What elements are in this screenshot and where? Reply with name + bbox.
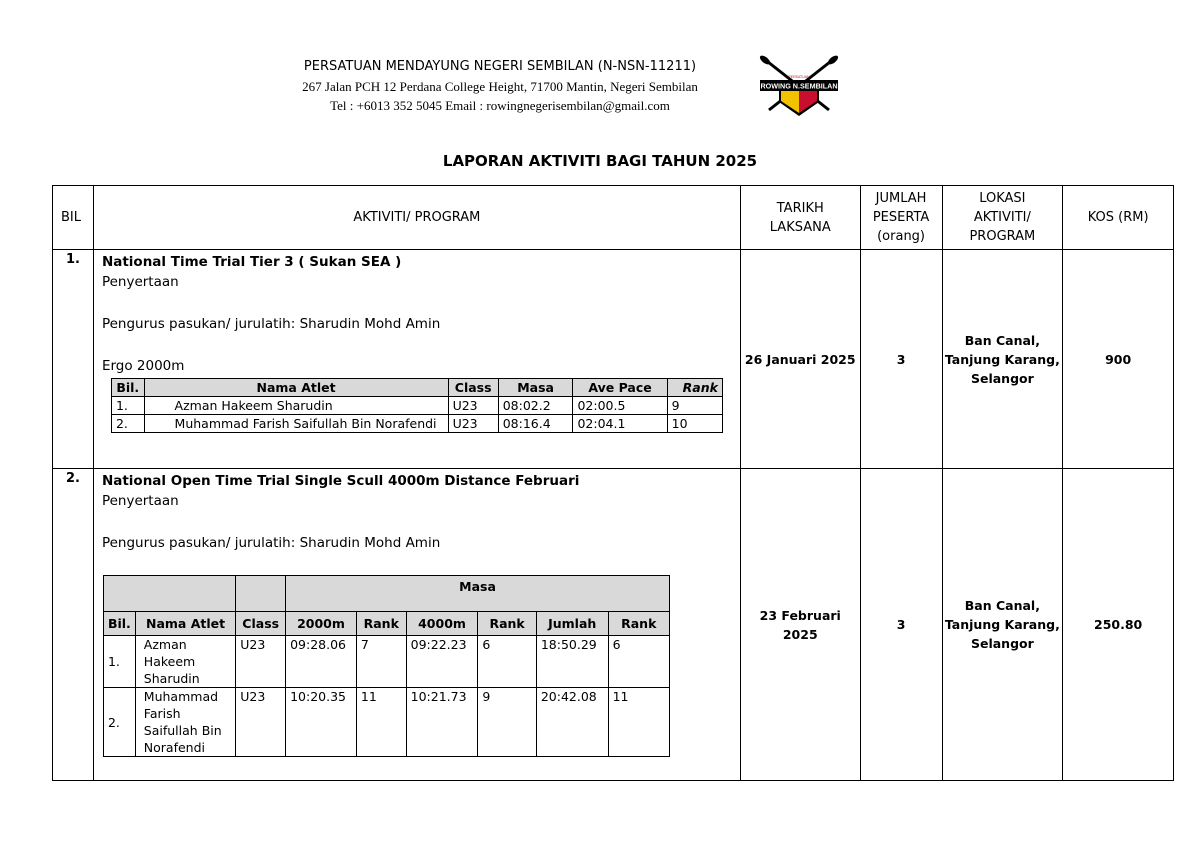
rowing-logo [757, 54, 841, 118]
col-jumlah-line2: PESERTA [872, 210, 930, 225]
athlete-rank-jumlah: 11 [608, 688, 669, 757]
athlete-class: U23 [236, 688, 286, 757]
athlete-rank-2000: 11 [356, 688, 406, 757]
program-manager: Pengurus pasukan/ jurulatih: Sharudin Mohd Amin [101, 535, 441, 551]
col-tarikh-line2: LAKSANA [769, 219, 831, 235]
header-row [53, 186, 1174, 250]
athlete-rank-4000: 6 [478, 636, 536, 688]
col-tarikh-line1: TARIKH [776, 200, 824, 216]
lokasi-line1: Ban Canal, [964, 598, 1040, 613]
th-class: Class [448, 379, 498, 397]
athlete-jumlah: 20:42.08 [536, 688, 608, 757]
athlete-bil: 1. [103, 636, 135, 688]
athlete-rank-4000: 9 [478, 688, 536, 757]
program-manager: Pengurus pasukan/ jurulatih: Sharudin Mohd Amin [101, 316, 441, 332]
athlete-4000m: 09:22.23 [406, 636, 478, 688]
lokasi-cell [942, 250, 1063, 469]
th-4000m: 4000m [406, 612, 478, 636]
th-masa-group: Masa [286, 576, 670, 612]
th-class: Class [236, 612, 286, 636]
table-row [53, 250, 1174, 469]
kos-cell: 250.80 [1063, 469, 1174, 781]
athlete-class: U23 [448, 397, 498, 415]
athlete-pace: 02:00.5 [573, 397, 667, 415]
lokasi-line2: Tanjung Karang, [944, 351, 1060, 367]
th-nama: Nama Atlet [144, 379, 448, 397]
athlete-row [111, 415, 722, 433]
org-contact: Tel : +6013 352 5045 Email : rowingnegerisembilan@gmail.com [330, 98, 670, 113]
athlete-2000m: 10:20.35 [286, 688, 357, 757]
athlete-row [103, 636, 669, 688]
athlete-class: U23 [236, 636, 286, 688]
athlete-name: Azman Hakeem Sharudin [144, 397, 448, 415]
lokasi-line2: Tanjung Karang, [944, 617, 1060, 632]
col-jumlah-line1: JUMLAH [875, 191, 927, 206]
ergo-results-table [111, 378, 723, 433]
col-bil: BIL [53, 186, 94, 250]
row-number: 2. [53, 469, 94, 781]
athlete-jumlah: 18:50.29 [536, 636, 608, 688]
activity-report-table [52, 185, 1174, 781]
lokasi-line3: Selangor [970, 370, 1034, 386]
col-lokasi-line3: PROGRAM [969, 229, 1036, 244]
program-type: Penyertaan [101, 493, 179, 509]
program-title: National Open Time Trial Single Scull 4000m Distance Februari [101, 473, 580, 489]
logo-text: ROWING N.SEMBILAN [760, 81, 838, 91]
athlete-name [135, 636, 235, 688]
athlete-name-line: Azman [143, 637, 187, 652]
athlete-name-line: Sharudin [143, 671, 200, 686]
athlete-4000m: 10:21.73 [406, 688, 478, 757]
col-lokasi-line1: LOKASI [979, 191, 1026, 206]
athlete-name-line: Saifullah Bin [143, 723, 222, 738]
athlete-rank-2000: 7 [356, 636, 406, 688]
athlete-row [111, 397, 722, 415]
athlete-name-line: Norafendi [143, 740, 206, 755]
table-row [53, 469, 1174, 781]
lokasi-line3: Selangor [970, 636, 1034, 651]
program-type: Penyertaan [101, 274, 179, 290]
athlete-name-line: Hakeem [143, 654, 196, 669]
th-2000m: 2000m [286, 612, 357, 636]
tarikh-cell: 23 Februari 2025 [740, 469, 860, 781]
kos-cell: 900 [1063, 250, 1174, 469]
program-title: National Time Trial Tier 3 ( Sukan SEA ) [101, 254, 402, 270]
th-jumlah: Jumlah [536, 612, 608, 636]
athlete-class: U23 [448, 415, 498, 433]
athlete-bil: 1. [111, 397, 144, 415]
athlete-rank: 9 [667, 397, 722, 415]
lokasi-cell [942, 469, 1063, 781]
org-name: PERSATUAN MENDAYUNG NEGERI SEMBILAN (N-NSN-11211) [303, 59, 697, 74]
athlete-name-line: Farish [143, 706, 181, 721]
row-number: 1. [53, 250, 94, 469]
athlete-row [103, 688, 669, 757]
th-nama: Nama Atlet [135, 612, 235, 636]
col-jumlah [860, 186, 942, 250]
athlete-bil: 2. [111, 415, 144, 433]
program-event: Ergo 2000m [101, 358, 185, 374]
jumlah-cell: 3 [860, 469, 942, 781]
logo-small-text: PERSATUAN [788, 75, 810, 79]
program-cell [93, 469, 740, 781]
single-scull-results-table [103, 575, 670, 757]
athlete-pace: 02:04.1 [573, 415, 667, 433]
report-title: LAPORAN AKTIVITI BAGI TAHUN 2025 [442, 152, 758, 170]
athlete-name: Muhammad Farish Saifullah Bin Norafendi [144, 415, 448, 433]
athlete-bil: 2. [103, 688, 135, 757]
athlete-rank-jumlah: 6 [608, 636, 669, 688]
th-bil: Bil. [103, 612, 135, 636]
org-address: 267 Jalan PCH 12 Perdana College Height, 71700 Mantin, Negeri Sembilan [302, 79, 698, 94]
th-empty-1 [103, 576, 235, 612]
lokasi-line1: Ban Canal, [964, 332, 1040, 348]
athlete-2000m: 09:28.06 [286, 636, 357, 688]
program-cell [93, 250, 740, 469]
athlete-name-line: Muhammad [143, 689, 219, 704]
th-masa: Masa [498, 379, 573, 397]
col-lokasi [942, 186, 1063, 250]
col-jumlah-line3: (orang) [877, 229, 926, 244]
athlete-name [135, 688, 235, 757]
athlete-masa: 08:02.2 [498, 397, 573, 415]
col-lokasi-line2: AKTIVITI/ [973, 210, 1031, 225]
th-rank: Rank [667, 379, 722, 397]
col-tarikh [740, 186, 860, 250]
th-empty-2 [236, 576, 286, 612]
jumlah-cell: 3 [860, 250, 942, 469]
th-bil: Bil. [111, 379, 144, 397]
athlete-rank: 10 [667, 415, 722, 433]
th-rank-4000: Rank [478, 612, 536, 636]
col-aktiviti: AKTIVITI/ PROGRAM [93, 186, 740, 250]
th-rank-jumlah: Rank [608, 612, 669, 636]
th-rank-2000: Rank [356, 612, 406, 636]
athlete-masa: 08:16.4 [498, 415, 573, 433]
tarikh-cell: 26 Januari 2025 [740, 250, 860, 469]
th-pace: Ave Pace [573, 379, 667, 397]
col-kos: KOS (RM) [1063, 186, 1174, 250]
